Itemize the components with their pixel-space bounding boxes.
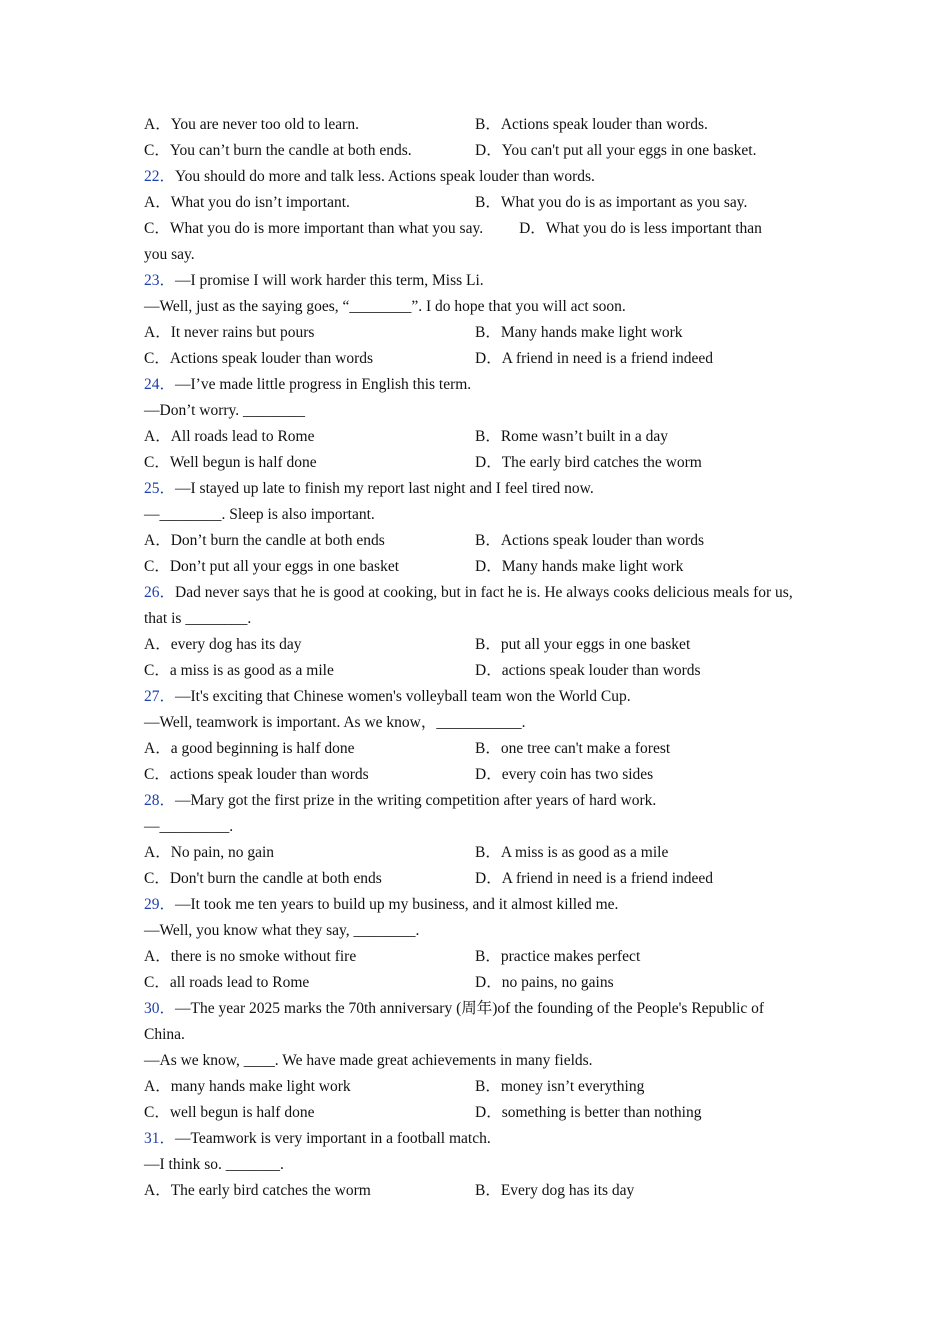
option-a: A．Don’t burn the candle at both ends bbox=[144, 532, 385, 549]
question-number: 30． bbox=[144, 1000, 176, 1017]
option-c: C．actions speak louder than words bbox=[144, 766, 369, 783]
option-c: C．well begun is half done bbox=[144, 1104, 315, 1121]
option-d: D．The early bird catches the worm bbox=[475, 454, 702, 471]
option-b: B．A miss is as good as a mile bbox=[475, 844, 669, 861]
option-d: D．something is better than nothing bbox=[475, 1104, 702, 1121]
option-row bbox=[144, 1178, 806, 1204]
question-line-2: —_________. bbox=[144, 818, 234, 835]
question-line-2: —Don’t worry. ________ bbox=[144, 402, 306, 419]
question-line-2: —As we know, ____. We have made great achievements in many fields. bbox=[144, 1052, 593, 1069]
option-row bbox=[144, 866, 806, 892]
question-line-2: —________. Sleep is also important. bbox=[144, 506, 375, 523]
question-28 bbox=[144, 788, 806, 814]
question-29 bbox=[144, 892, 806, 918]
option-c: C．You can’t burn the candle at both ends. bbox=[144, 142, 412, 159]
option-b: B．Actions speak louder than words. bbox=[475, 116, 708, 133]
option-row bbox=[144, 736, 806, 762]
question-line-1: —I stayed up late to finish my report last night and I feel tired now. bbox=[175, 480, 594, 497]
option-a: A．there is no smoke without fire bbox=[144, 948, 357, 965]
question-22 bbox=[144, 164, 806, 190]
option-a: A．No pain, no gain bbox=[144, 844, 275, 861]
option-d: D．What you do is less important than you say. bbox=[144, 220, 762, 263]
option-c: C．What you do is more important than what you say. bbox=[144, 220, 484, 237]
option-row bbox=[144, 346, 806, 372]
option-row bbox=[144, 1074, 806, 1100]
option-row bbox=[144, 554, 806, 580]
option-row bbox=[144, 112, 806, 138]
option-row bbox=[144, 424, 806, 450]
question-line-1: —Teamwork is very important in a football match. bbox=[175, 1130, 491, 1147]
question-27 bbox=[144, 684, 806, 710]
option-d: D．A friend in need is a friend indeed bbox=[475, 870, 714, 887]
question-number: 26． bbox=[144, 584, 176, 601]
option-row bbox=[144, 190, 806, 216]
option-d: D．Many hands make light work bbox=[475, 558, 684, 575]
option-row bbox=[144, 944, 806, 970]
question-number: 31． bbox=[144, 1130, 176, 1147]
option-d: D．no pains, no gains bbox=[475, 974, 614, 991]
option-a: A．many hands make light work bbox=[144, 1078, 351, 1095]
option-row bbox=[144, 450, 806, 476]
question-24 bbox=[144, 372, 806, 398]
option-row-cd bbox=[144, 216, 784, 268]
question-number: 22． bbox=[144, 168, 176, 185]
option-a: A．every dog has its day bbox=[144, 636, 302, 653]
option-c: C．a miss is as good as a mile bbox=[144, 662, 334, 679]
option-c: C．Actions speak louder than words bbox=[144, 350, 374, 367]
question-line-1: —I promise I will work harder this term, Miss Li. bbox=[175, 272, 484, 289]
option-row bbox=[144, 762, 806, 788]
option-row bbox=[144, 658, 806, 684]
question-number: 23． bbox=[144, 272, 176, 289]
question-23 bbox=[144, 268, 806, 294]
option-c: C．all roads lead to Rome bbox=[144, 974, 310, 991]
option-a: A．What you do isn’t important. bbox=[144, 194, 350, 211]
option-b: B．Actions speak louder than words bbox=[475, 532, 705, 549]
question-text: Dad never says that he is good at cooking, but in fact he is. He always cooks delicious meals for us, that is ________. bbox=[144, 584, 793, 627]
option-c: C．Don't burn the candle at both ends bbox=[144, 870, 382, 887]
question-31 bbox=[144, 1126, 806, 1152]
option-row bbox=[144, 840, 806, 866]
question-line-1: —The year 2025 marks the 70th anniversary (周年)of the founding of the People's Republic of China. bbox=[144, 1000, 765, 1043]
option-c: C．Don’t put all your eggs in one basket bbox=[144, 558, 400, 575]
question-line-1: —It's exciting that Chinese women's volleyball team won the World Cup. bbox=[175, 688, 631, 705]
option-d: D．actions speak louder than words bbox=[475, 662, 701, 679]
question-25 bbox=[144, 476, 806, 502]
question-number: 29． bbox=[144, 896, 176, 913]
option-d: D．You can't put all your eggs in one basket. bbox=[475, 142, 757, 159]
option-a: A．You are never too old to learn. bbox=[144, 116, 359, 133]
option-b: B．one tree can't make a forest bbox=[475, 740, 671, 757]
question-line-2: —Well, you know what they say, ________. bbox=[144, 922, 420, 939]
option-a: A．All roads lead to Rome bbox=[144, 428, 315, 445]
question-line-1: —I’ve made little progress in English this term. bbox=[175, 376, 472, 393]
option-c: C．Well begun is half done bbox=[144, 454, 317, 471]
question-line-1: —It took me ten years to build up my business, and it almost killed me. bbox=[175, 896, 619, 913]
option-a: A．The early bird catches the worm bbox=[144, 1182, 371, 1199]
question-line-2: —I think so. _______. bbox=[144, 1156, 284, 1173]
option-row bbox=[144, 1100, 806, 1126]
question-number: 28． bbox=[144, 792, 176, 809]
option-row bbox=[144, 528, 806, 554]
question-line-2: —Well, teamwork is important. As we know，___________. bbox=[144, 714, 526, 731]
question-number: 24． bbox=[144, 376, 176, 393]
option-a: A．a good beginning is half done bbox=[144, 740, 355, 757]
option-a: A．It never rains but pours bbox=[144, 324, 315, 341]
option-b: B．Every dog has its day bbox=[475, 1182, 635, 1199]
option-d: D．every coin has two sides bbox=[475, 766, 654, 783]
option-b: B．put all your eggs in one basket bbox=[475, 636, 691, 653]
question-line-2: —Well, just as the saying goes, “________”. I do hope that you will act soon. bbox=[144, 298, 626, 315]
option-b: B．practice makes perfect bbox=[475, 948, 641, 965]
option-b: B．Rome wasn’t built in a day bbox=[475, 428, 669, 445]
question-line-1: —Mary got the first prize in the writing competition after years of hard work. bbox=[175, 792, 657, 809]
question-number: 25． bbox=[144, 480, 176, 497]
option-row bbox=[144, 632, 806, 658]
document-page bbox=[144, 112, 806, 1204]
question-30 bbox=[144, 996, 806, 1048]
option-d: D．A friend in need is a friend indeed bbox=[475, 350, 714, 367]
question-text: You should do more and talk less. Actions speak louder than words. bbox=[175, 168, 595, 185]
option-row bbox=[144, 138, 806, 164]
option-b: B．What you do is as important as you say. bbox=[475, 194, 748, 211]
option-row bbox=[144, 970, 806, 996]
option-b: B．money isn’t everything bbox=[475, 1078, 645, 1095]
question-number: 27． bbox=[144, 688, 176, 705]
question-26 bbox=[144, 580, 806, 632]
option-row bbox=[144, 320, 806, 346]
option-b: B．Many hands make light work bbox=[475, 324, 683, 341]
